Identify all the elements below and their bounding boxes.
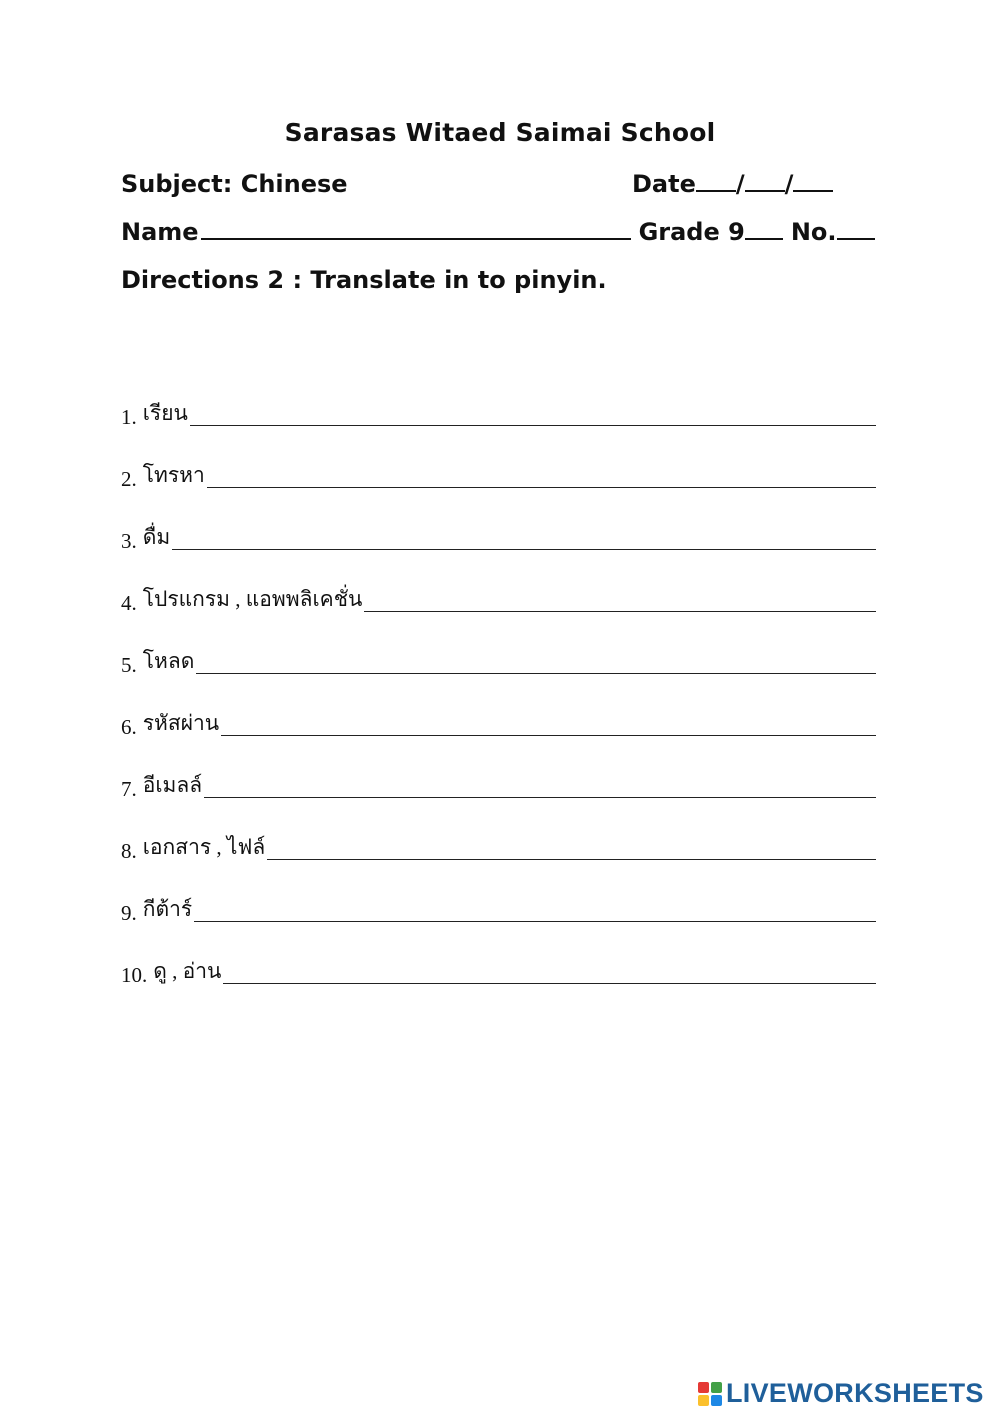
question-item [121,864,876,926]
question-number: 2. [121,467,137,491]
question-number: 3. [121,529,137,553]
date-separator: / [735,170,745,198]
question-item [121,926,876,988]
name-label: Name [121,218,199,246]
logo-square-red [698,1382,709,1393]
answer-line[interactable] [172,548,876,550]
answer-line[interactable] [364,610,876,612]
answer-line[interactable] [223,982,876,984]
date-label: Date [632,170,696,198]
logo-square-green [711,1382,722,1393]
date-year-blank[interactable] [793,170,833,192]
question-word: โทรหา [142,463,205,487]
answer-line[interactable] [190,424,876,426]
question-list [121,368,876,988]
question-number: 5. [121,653,137,677]
question-item [121,802,876,864]
answer-line[interactable] [267,858,876,860]
question-word: รหัสผ่าน [142,711,220,735]
brand-name: LIVEWORKSHEETS [726,1378,984,1408]
question-item [121,616,876,678]
question-item [121,492,876,554]
question-number: 6. [121,715,137,739]
date-separator: / [784,170,794,198]
date-field [632,170,833,198]
question-item [121,554,876,616]
question-word: อีเมลล์ [142,773,203,797]
question-item [121,368,876,430]
question-number: 8. [121,839,137,863]
question-word: โปรแกรม , แอพพลิเคชั่น [142,587,363,611]
date-month-blank[interactable] [745,170,785,192]
liveworksheets-brand[interactable] [698,1378,984,1409]
grade-label: Grade 9 [638,218,745,246]
liveworksheets-logo-icon [698,1382,722,1406]
logo-square-blue [711,1395,722,1406]
question-word: ดู , อ่าน [153,959,222,983]
directions-text: Directions 2 : Translate in to pinyin. [121,266,607,294]
question-item [121,430,876,492]
question-number: 7. [121,777,137,801]
subject-label: Subject: Chinese [121,170,348,198]
question-word: เอกสาร , ไฟล์ [142,835,266,859]
answer-line[interactable] [196,672,876,674]
question-word: กีต้าร์ [142,897,193,921]
name-row [121,218,875,246]
question-number: 9. [121,901,137,925]
question-word: เรียน [142,401,188,425]
question-item [121,678,876,740]
question-word: โหลด [142,649,195,673]
logo-square-yellow [698,1395,709,1406]
question-item [121,740,876,802]
name-blank[interactable] [201,218,631,240]
answer-line[interactable] [221,734,876,736]
question-number: 1. [121,405,137,429]
school-title: Sarasas Witaed Saimai School [284,118,716,147]
question-number: 10. [121,963,148,987]
question-word: ดื่ม [142,525,171,549]
date-day-blank[interactable] [696,170,736,192]
number-label: No. [790,218,837,246]
answer-line[interactable] [194,920,876,922]
number-blank[interactable] [837,218,875,240]
answer-line[interactable] [204,796,876,798]
grade-room-blank[interactable] [745,218,783,240]
answer-line[interactable] [207,486,876,488]
question-number: 4. [121,591,137,615]
